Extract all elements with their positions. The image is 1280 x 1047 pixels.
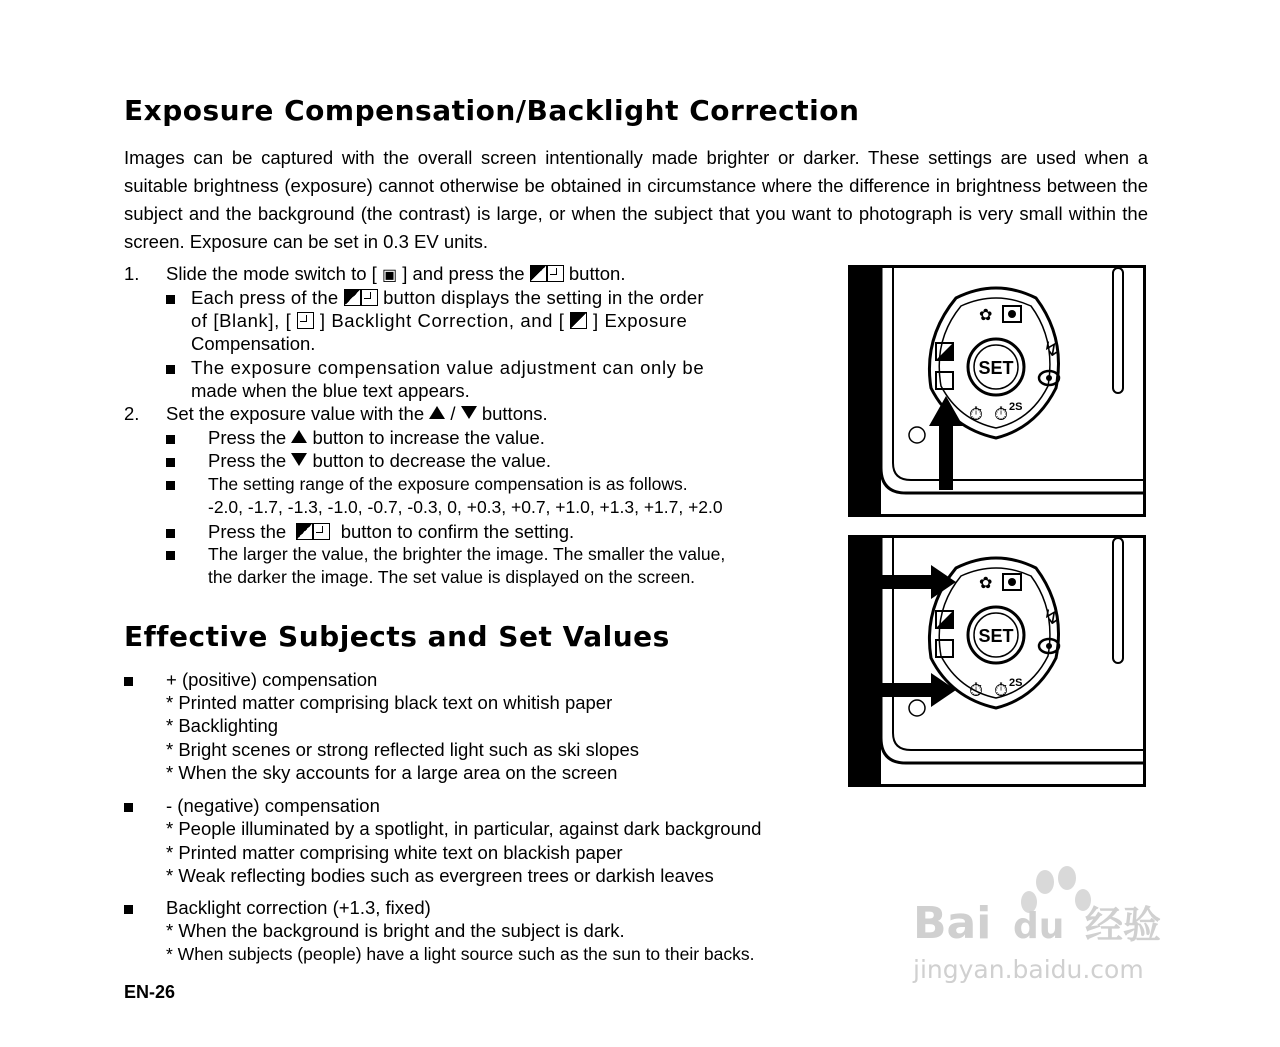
step1-bullet1-line2	[191, 309, 687, 332]
backlight-item: * When the background is bright and the subject is dark.	[166, 920, 625, 941]
set-button-label: SET	[978, 358, 1014, 378]
bullet-square	[166, 365, 175, 374]
baidu-watermark	[905, 860, 1205, 1005]
negative-item: * Printed matter comprising white text on blackish paper	[166, 842, 623, 863]
backlight-head: Backlight correction (+1.3, fixed)	[166, 897, 431, 918]
timer-2s-label: 2S	[1009, 677, 1023, 689]
step1-bullet2-line	[166, 356, 705, 379]
step1-text-c: button.	[568, 263, 626, 284]
watermark-cn: 经验	[1085, 903, 1162, 947]
down-arrow-icon	[291, 453, 307, 466]
step1-text-a: Slide the mode switch to [	[166, 263, 377, 284]
positive-item: * Printed matter comprising black text on whitish paper	[166, 692, 613, 713]
step2-bullet2	[166, 449, 552, 472]
bullet-square	[166, 481, 175, 490]
backlight-icon	[313, 523, 330, 540]
camera-dial-figure-2	[848, 535, 1146, 787]
bullet-square	[124, 905, 133, 914]
svg-text:⏱: ⏱	[969, 680, 984, 701]
watermark-url: jingyan.baidu.com	[913, 955, 1144, 984]
backlight-icon	[547, 265, 564, 282]
step2-bullet5	[166, 543, 726, 566]
step2-text-b: buttons.	[481, 403, 548, 424]
step2-b1-text-b: button to increase the value.	[312, 427, 545, 448]
step1-line	[124, 262, 626, 285]
step1-b2-text-a: The exposure compensation value adjustment can only be	[191, 357, 705, 378]
set-button-label: SET	[978, 626, 1014, 646]
negative-item: * People illuminated by a spotlight, in particular, against dark background	[166, 818, 762, 839]
step2-bullet3	[166, 473, 688, 496]
positive-item: * Backlighting	[166, 715, 279, 736]
positive-head: + (positive) compensation	[166, 669, 378, 690]
positive-item: * Bright scenes or strong reflected light such as ski slopes	[166, 739, 640, 760]
negative-head-line	[124, 794, 380, 817]
svg-text:↯: ↯	[1043, 605, 1060, 629]
exposure-icon	[530, 265, 547, 282]
exposure-icon	[296, 523, 313, 540]
svg-text:⏱: ⏱	[994, 680, 1009, 701]
svg-text:⏱: ⏱	[969, 404, 984, 425]
backlight-head-line	[124, 896, 431, 919]
step2-b3-text-b: -2.0, -1.7, -1.3, -1.0, -0.7, -0.3, 0, +0.3, +0.7, +1.0, +1.3, +1.7, +2.0	[208, 497, 723, 517]
bullet-square	[166, 458, 175, 467]
step1-b1-text-c: of [Blank], [	[191, 310, 292, 331]
step2-b2-text-b: button to decrease the value.	[312, 450, 552, 471]
step2-line	[124, 402, 548, 425]
step2-bullet4	[166, 520, 575, 543]
bullet-square	[166, 435, 175, 444]
backlight-icon	[297, 312, 314, 329]
step1-b1-text-b: button displays the setting in the order	[383, 287, 704, 308]
backlight-icon	[361, 289, 378, 306]
camera-icon: ▣	[381, 267, 398, 284]
exposure-icon	[570, 312, 587, 329]
step2-bullet1	[166, 426, 545, 449]
step2-text-a: Set the exposure value with the	[166, 403, 425, 424]
intro-paragraph: Images can be captured with the overall screen intentionally made brighter or darker. These settings are used when a suitable brightness (exposure) cannot otherwise be obtained in circumstance where the difference in brightness between the subject and the background (the contrast) is large, or when the subject that you want to photograph is very small within the screen. Exposure can be set in 0.3 EV units.	[124, 147, 1148, 252]
timer-2s-label: 2S	[1009, 401, 1023, 413]
exposure-icon	[344, 289, 361, 306]
down-arrow-icon	[461, 406, 477, 419]
step2-slash: /	[450, 403, 456, 424]
step1-b1-text-f: Compensation.	[191, 333, 316, 354]
watermark-brand: Bai	[913, 898, 992, 949]
backlight-item: * When subjects (people) have a light source such as the sun to their backs.	[166, 944, 755, 964]
step2-b4-text-a: Press the	[208, 521, 287, 542]
camera-dial-figure-1	[848, 265, 1146, 517]
step1-b1-text-d: ] Backlight Correction, and [	[319, 310, 565, 331]
section-title: Exposure Compensation/Backlight Correction	[124, 94, 860, 127]
step1-bullet1-line	[166, 286, 704, 309]
negative-head: - (negative) compensation	[166, 795, 380, 816]
positive-item: * When the sky accounts for a large area on the screen	[166, 762, 618, 783]
up-arrow-icon	[291, 430, 307, 443]
step2-b3-text-a: The setting range of the exposure compensation is as follows.	[208, 474, 688, 494]
bullet-square	[124, 677, 133, 686]
bullet-square	[124, 803, 133, 812]
svg-text:✿: ✿	[979, 305, 993, 324]
negative-item: * Weak reflecting bodies such as evergreen trees or darkish leaves	[166, 865, 714, 886]
step2-b1-text-a: Press the	[208, 427, 287, 448]
step2-b5-text-a: The larger the value, the brighter the image. The smaller the value,	[208, 544, 726, 564]
step1-b1-text-e: ] Exposure	[593, 310, 688, 331]
step2-b2-text-a: Press the	[208, 450, 287, 471]
step1-text-b: ] and press the	[402, 263, 525, 284]
watermark-brand2: du	[1013, 906, 1065, 947]
bullet-square	[166, 529, 175, 538]
step1-b1-text-a: Each press of the	[191, 287, 339, 308]
step2-number: 2.	[124, 403, 140, 424]
svg-text:↯: ↯	[1043, 337, 1060, 361]
step1-b2-text-b: made when the blue text appears.	[191, 380, 470, 401]
step2-b4-text-b: button to confirm the setting.	[340, 521, 575, 542]
svg-text:✿: ✿	[979, 573, 993, 592]
svg-text:⏱: ⏱	[994, 404, 1009, 425]
step1-number: 1.	[124, 263, 140, 284]
up-arrow-icon	[429, 406, 445, 419]
bullet-square	[166, 551, 175, 560]
bullet-square	[166, 295, 175, 304]
step2-b5-text-b: the darker the image. The set value is displayed on the screen.	[208, 567, 696, 587]
section-title-2: Effective Subjects and Set Values	[124, 620, 670, 653]
page-footer: EN-26	[124, 982, 176, 1002]
positive-head-line	[124, 668, 378, 691]
